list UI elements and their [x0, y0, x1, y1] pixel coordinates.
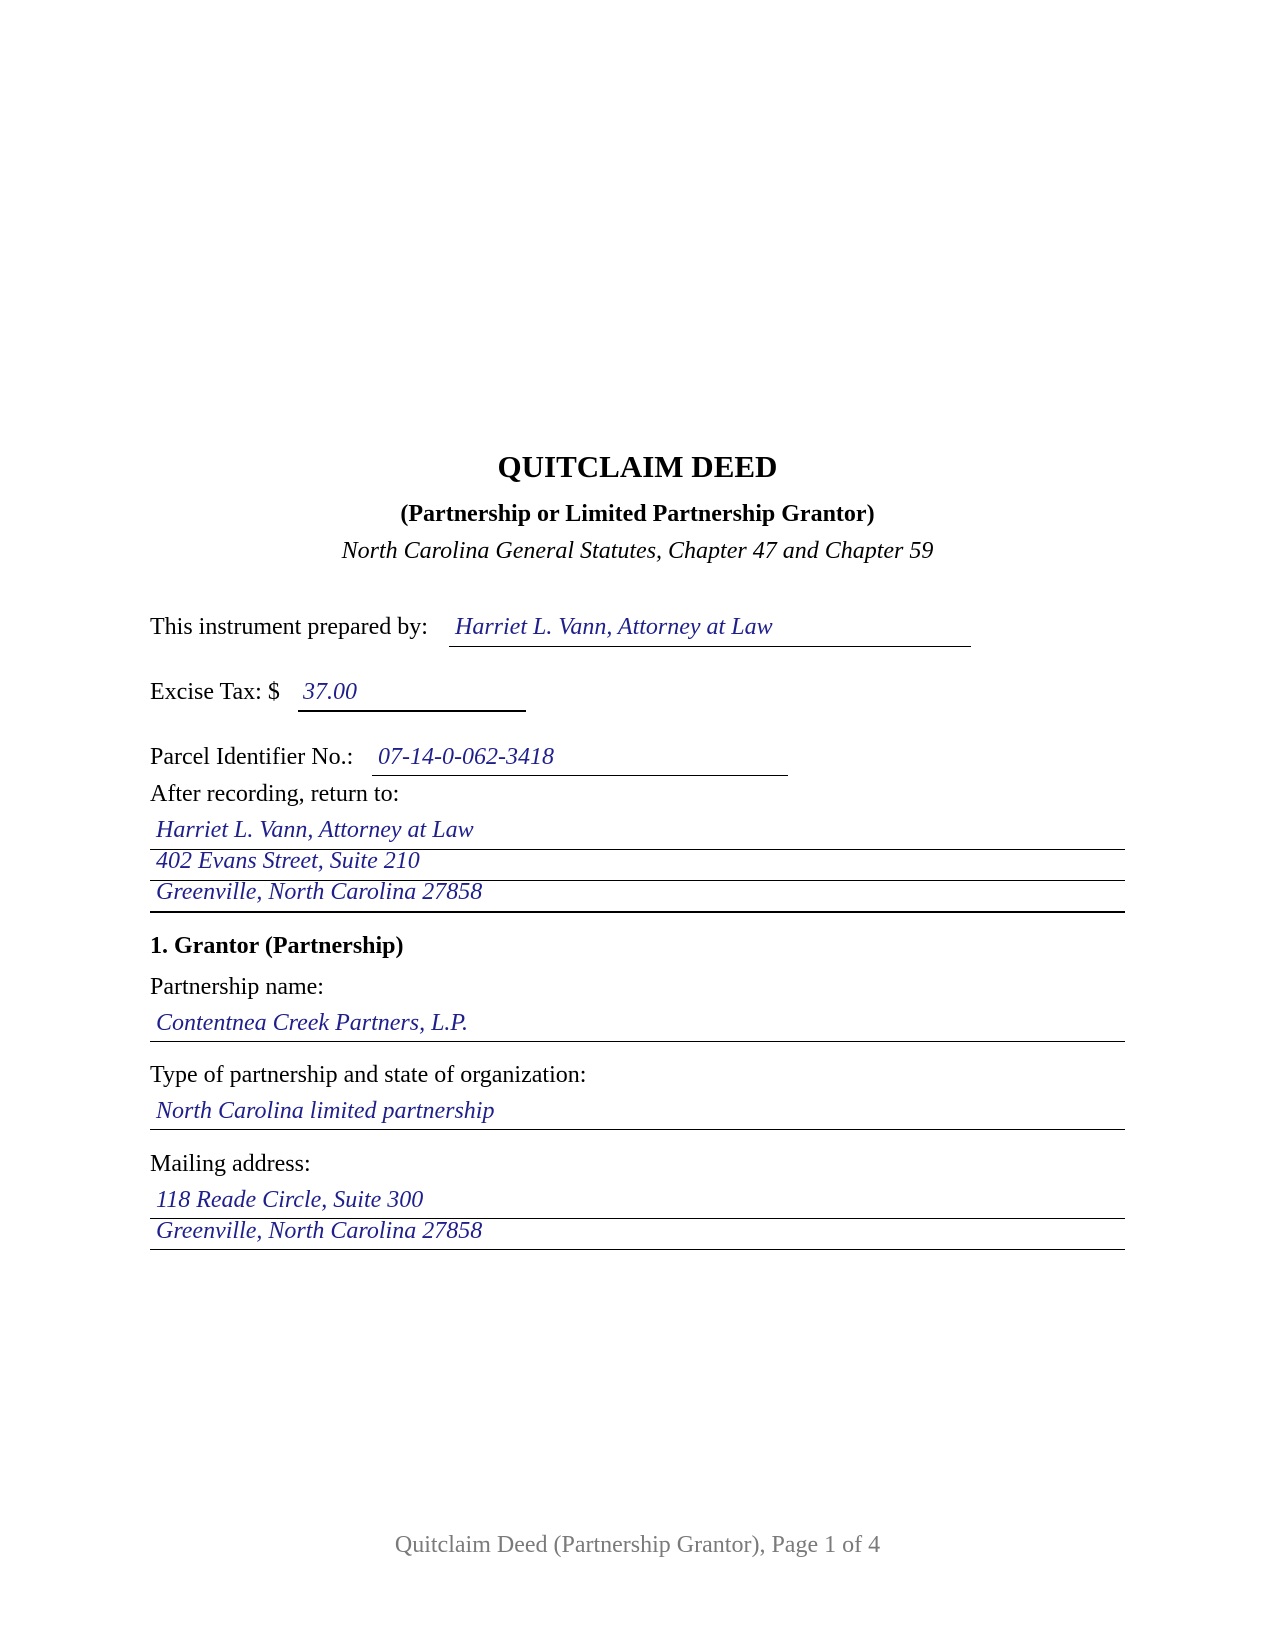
- mailing-address-line-2: Greenville, North Carolina 27858: [156, 1218, 483, 1244]
- partnership-name-value: Contentnea Creek Partners, L.P.: [156, 1010, 468, 1036]
- partnership-type-underline: [150, 1129, 1125, 1130]
- excise-tax-underline: [298, 710, 526, 712]
- partnership-name-underline: [150, 1041, 1125, 1042]
- document-subtitle: (Partnership or Limited Partnership Grantor): [400, 501, 875, 527]
- document-title: QUITCLAIM DEED: [497, 449, 778, 484]
- return-to-label: After recording, return to:: [150, 781, 400, 807]
- prepared-by-value: Harriet L. Vann, Attorney at Law: [455, 614, 773, 640]
- grantor-section-heading: 1. Grantor (Partnership): [150, 933, 404, 959]
- return-to-line-1: Harriet L. Vann, Attorney at Law: [156, 817, 474, 843]
- return-to-underline-3: [150, 911, 1125, 913]
- parcel-id-label: Parcel Identifier No.:: [150, 744, 354, 770]
- parcel-id-underline: [372, 775, 788, 776]
- return-to-line-3: Greenville, North Carolina 27858: [156, 879, 483, 905]
- partnership-type-value: North Carolina limited partnership: [156, 1098, 495, 1124]
- excise-tax-value: 37.00: [303, 679, 357, 705]
- partnership-type-label: Type of partnership and state of organization:: [150, 1062, 587, 1088]
- page-footer: Quitclaim Deed (Partnership Grantor), Page 1 of 4: [394, 1532, 881, 1558]
- mailing-address-underline-2: [150, 1249, 1125, 1250]
- prepared-by-label: This instrument prepared by:: [150, 614, 428, 640]
- mailing-address-label: Mailing address:: [150, 1151, 311, 1177]
- partnership-name-label: Partnership name:: [150, 974, 324, 1000]
- statute-reference: North Carolina General Statutes, Chapter 47 and Chapter 59: [341, 538, 934, 564]
- return-to-line-2: 402 Evans Street, Suite 210: [156, 848, 420, 874]
- parcel-id-value: 07-14-0-062-3418: [378, 744, 554, 770]
- excise-tax-label: Excise Tax: $: [150, 679, 280, 705]
- prepared-by-underline: [449, 646, 971, 647]
- mailing-address-line-1: 118 Reade Circle, Suite 300: [156, 1187, 424, 1213]
